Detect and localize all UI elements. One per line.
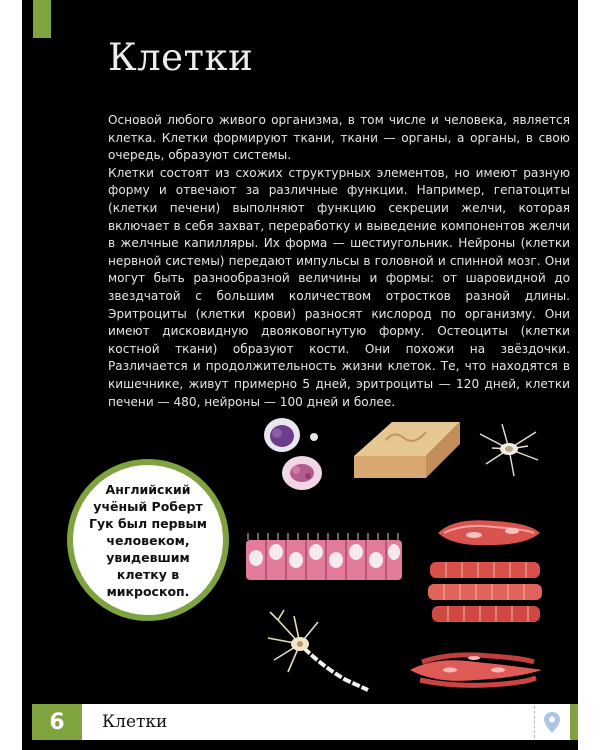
striated-muscle-illustration: [426, 558, 546, 626]
footer-accent: [570, 704, 578, 740]
tissue-block-illustration: [334, 418, 464, 480]
blood-cells-illustration: [244, 415, 334, 497]
location-pin-icon: [534, 706, 569, 738]
chapter-tab: [33, 0, 51, 38]
body-text: [108, 112, 570, 411]
smooth-muscle-illustration: [406, 648, 546, 692]
muscle-fiber-illustration: [434, 515, 544, 551]
osteocyte-illustration: [474, 420, 544, 478]
fact-callout: [67, 459, 229, 621]
page: [22, 0, 578, 750]
page-title: Клетки: [108, 36, 254, 79]
epithelium-illustration: [244, 530, 404, 582]
page-number: 6: [32, 704, 82, 740]
fact-text: Английский учёный Роберт Гук был первым человеком, увидевшим клетку в микроскоп.: [89, 481, 207, 599]
paragraph-intro: Основой любого живого организма, в том числе и человека, является клетка. Клетки формируют ткани, ткани — органы, а органы, в свою очередь, образуют системы.: [108, 113, 570, 163]
page-footer: [32, 704, 578, 740]
paragraph-main: Клетки состоят из схожих структурных элементов, но имеют разную форму и отвечают за различные функции. Например, гепатоциты (клетки печени) выполняют функцию секреции желчи, которая включает в себя захват, переработку и выведение компонентов желчи в желчные капилляры. Их форма — шестиугольник. Нейроны (клетки нервной системы) передают импульсы в головной и спинной мозг. Они могут быть разнообразной величины и формы: от шаровидной до звездчатой с большим количеством отростков разной длины. Эритроциты (клетки крови) разносят кислород по организму. Они имеют дисковидную двояковогнутую форму. Остеоциты (клетки костной ткани) образуют кости. Они похожи на звёздочки. Различается и продолжительность жизни клеток. Те, что находятся в кишечнике, живут примерно 5 дней, эритроциты — 120 дней, клетки печени — 480, нейроны — 100 дней и более.: [108, 165, 570, 409]
footer-section-title: Клетки: [102, 712, 168, 732]
neuron-illustration: [248, 608, 376, 694]
